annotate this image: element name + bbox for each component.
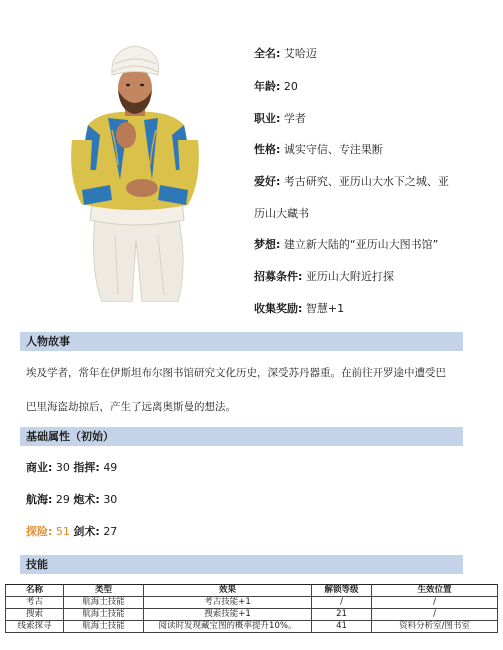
attribute-row: 航海: 29 炮术: 30 (26, 493, 118, 506)
profile-dream: 梦想: 建立新大陆的“亚历山大图书馆” (254, 238, 439, 251)
table-header-row (6, 585, 498, 597)
skills-section-title: 技能 (20, 555, 463, 574)
profile-hobby-cont: 历山大藏书 (254, 207, 309, 220)
skill-effect: 搜索技能+1 (144, 609, 312, 621)
character-portrait (60, 40, 210, 302)
profile-name: 全名: 艾哈迈 (254, 47, 317, 60)
attribute-row: 商业: 30 指挥: 49 (26, 461, 118, 474)
skill-location: 资料分析室/图书室 (372, 621, 498, 633)
profile-hobby: 爱好: 考古研究、亚历山大水下之城、亚 (254, 175, 449, 188)
story-text-line1: 埃及学者，常年在伊斯坦布尔图书馆研究文化历史，深受苏丹器重。在前往开罗途中遭受巴 (26, 367, 446, 379)
skill-unlock: 41 (312, 621, 372, 633)
skill-effect: 阅读时发现藏宝图的概率提升10%。 (144, 621, 312, 633)
profile-age: 年龄: 20 (254, 80, 298, 93)
table-row (6, 597, 498, 609)
column-header-location: 生效位置 (372, 585, 498, 597)
profile-reward: 收集奖励: 智慧+1 (254, 302, 345, 315)
skill-type: 航海士技能 (64, 609, 144, 621)
skill-name: 搜索 (6, 609, 64, 621)
profile-recruit: 招募条件: 亚历山大附近打探 (254, 270, 394, 283)
skill-name: 考古 (6, 597, 64, 609)
skill-name: 线索探寻 (6, 621, 64, 633)
profile-personality: 性格: 诚实守信、专注果断 (254, 143, 383, 156)
story-text-line2: 巴里海盗劫掠后，产生了远离奥斯曼的想法。 (26, 401, 236, 413)
column-header-effect: 效果 (144, 585, 312, 597)
profile-job: 职业: 学者 (254, 112, 306, 125)
attributes-section-title: 基础属性（初始） (20, 427, 463, 446)
column-header-name: 名称 (6, 585, 64, 597)
skill-unlock: 21 (312, 609, 372, 621)
attribute-row: 探险: 51 剑术: 27 (26, 525, 118, 538)
skill-type: 航海士技能 (64, 621, 144, 633)
skill-unlock: / (312, 597, 372, 609)
skill-type: 航海士技能 (64, 597, 144, 609)
skill-effect: 考古技能+1 (144, 597, 312, 609)
skill-location: / (372, 597, 498, 609)
table-row (6, 621, 498, 633)
story-section-title: 人物故事 (20, 332, 463, 351)
skill-location: / (372, 609, 498, 621)
skills-table (5, 584, 498, 633)
table-row (6, 609, 498, 621)
column-header-type: 类型 (64, 585, 144, 597)
column-header-unlock: 解锁等级 (312, 585, 372, 597)
